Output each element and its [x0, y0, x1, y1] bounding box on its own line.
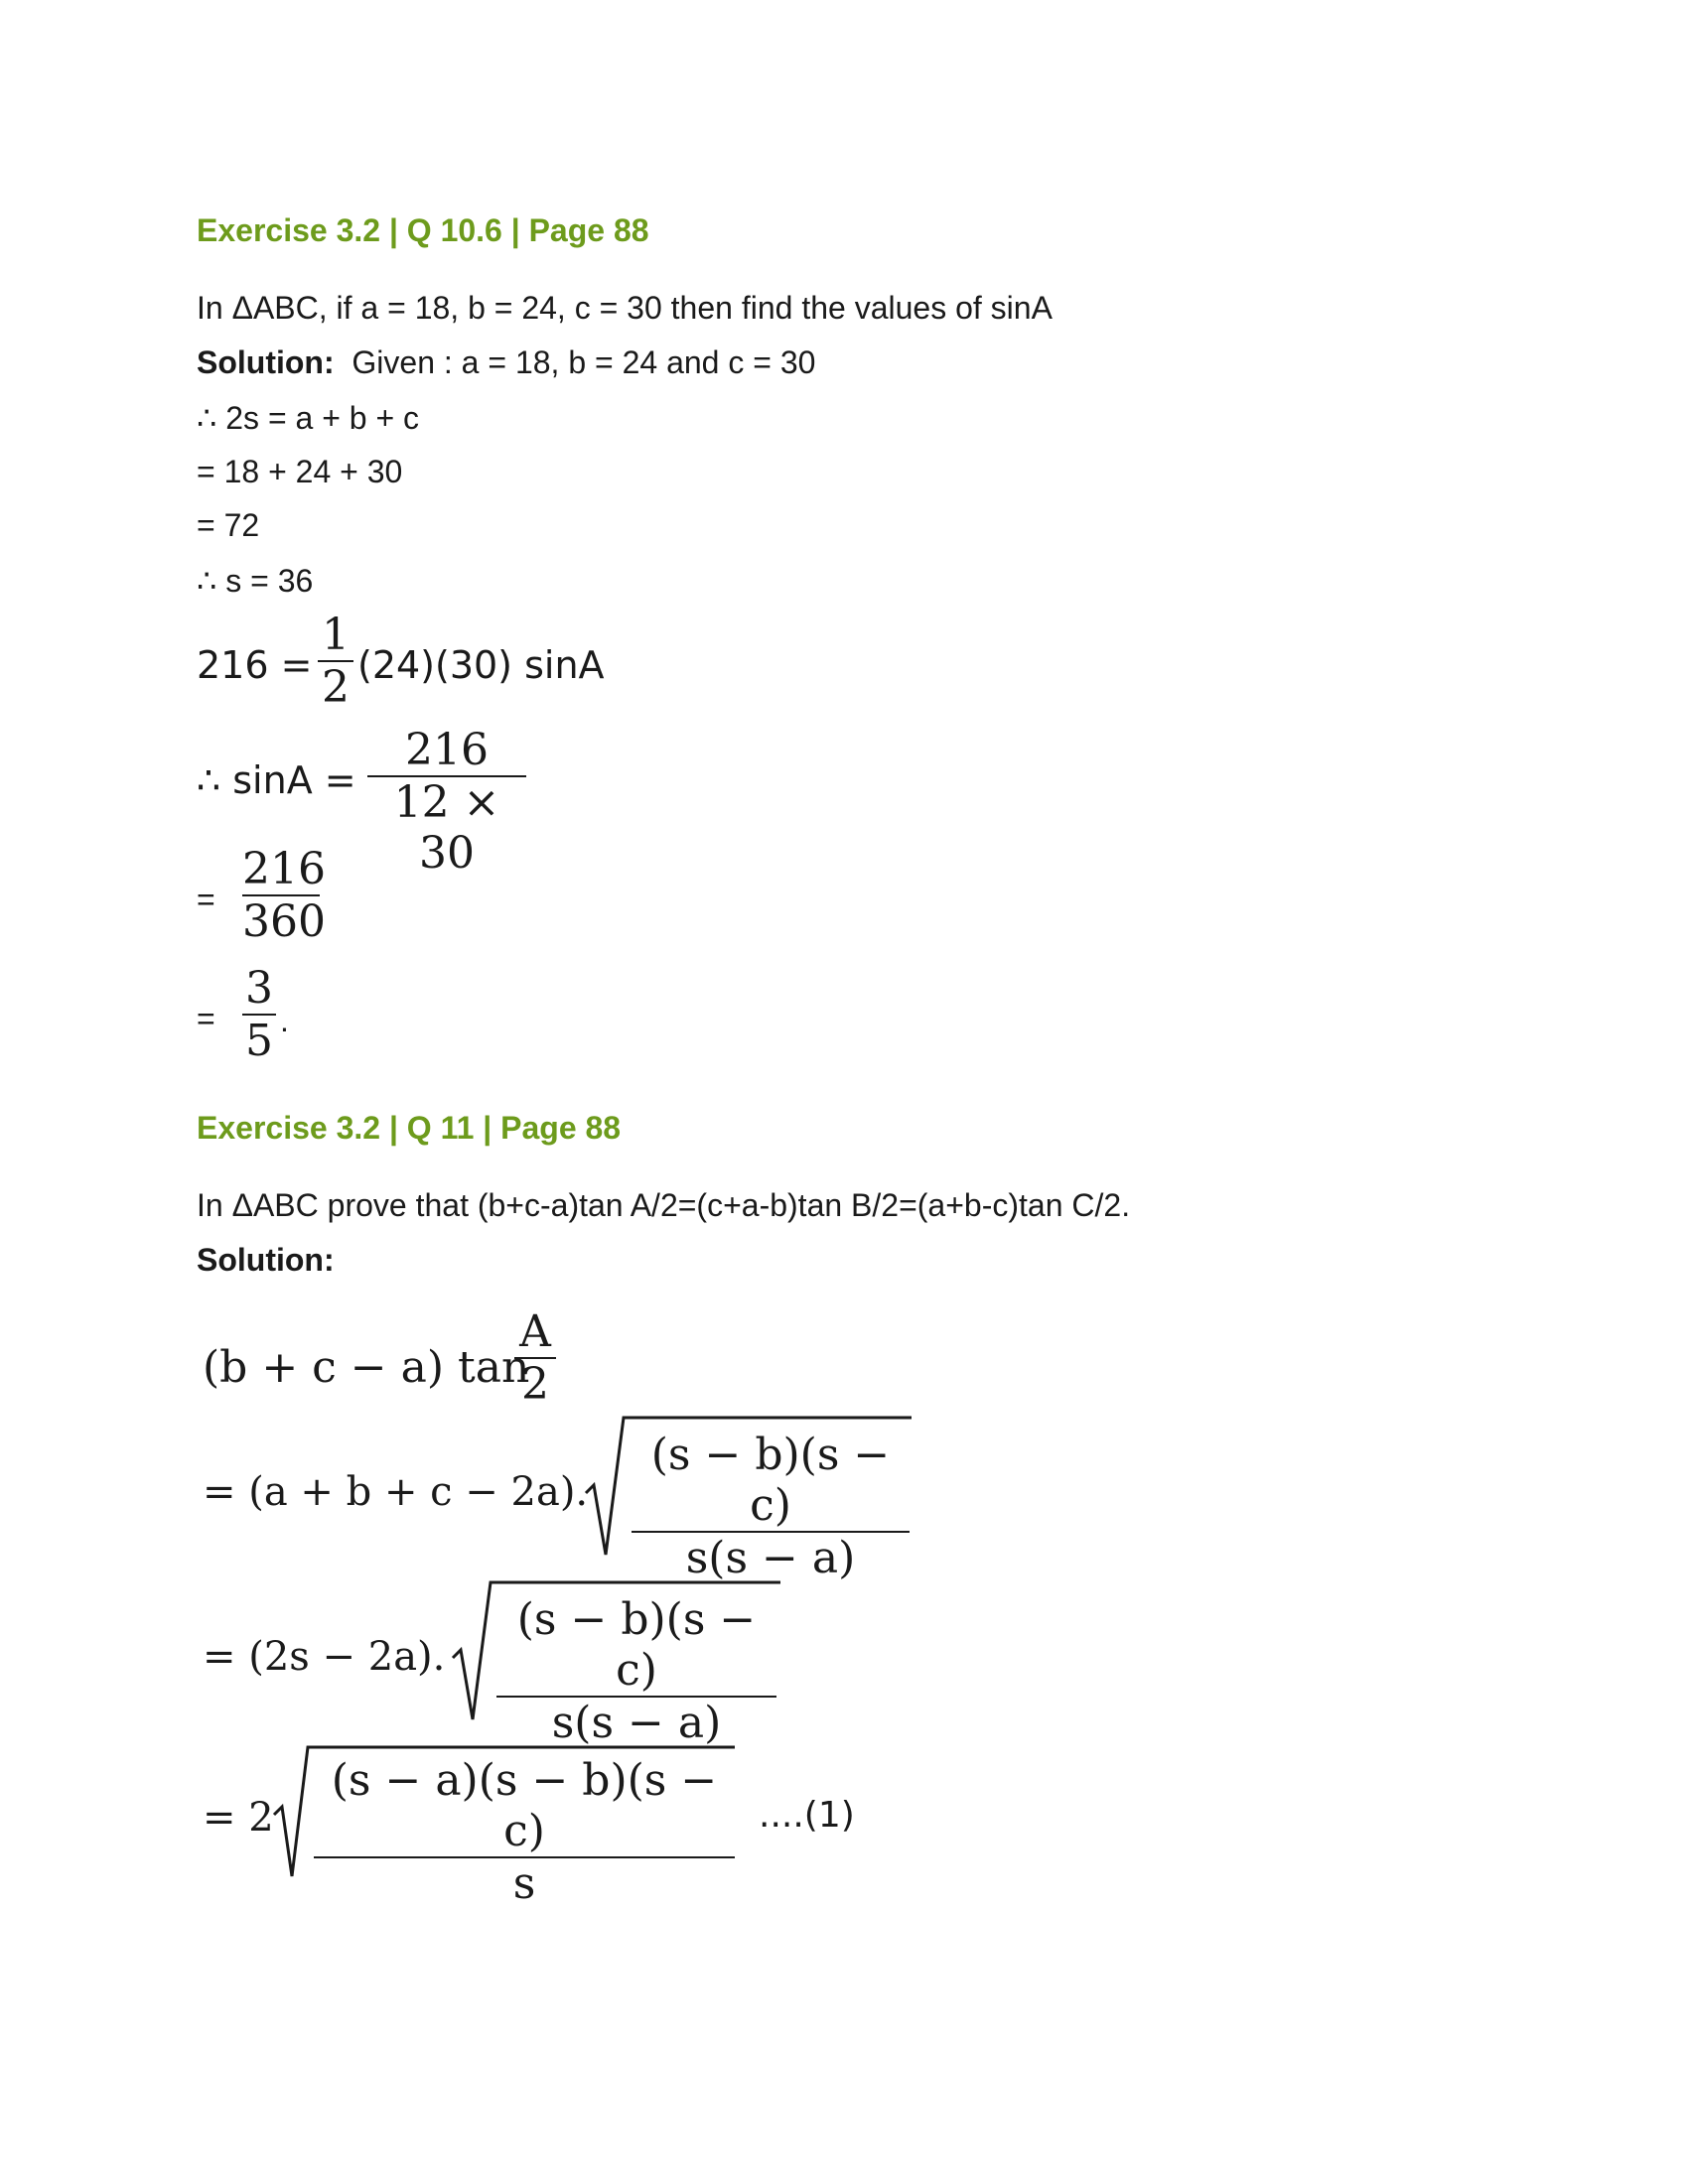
radicand-3-numerator: (s − b)(s − c)	[516, 1594, 757, 1696]
solution-line-q10-6	[197, 344, 815, 381]
sin-equation-lhs: ∴ sinA =	[197, 758, 356, 802]
area-fraction-numerator: 1	[322, 610, 350, 660]
step-line-1: ∴ 2s = a + b + c	[197, 400, 420, 436]
proof-line-2-lhs: = (a + b + c − 2a).	[203, 1469, 589, 1515]
radicand-2-denominator: s(s − a)	[685, 1533, 856, 1583]
exercise-heading-q10-6: Exercise 3.2 | Q 10.6 | Page 88	[197, 212, 649, 248]
equals-sign: =	[197, 882, 215, 917]
reduced-fraction-1-denominator: 360	[242, 896, 326, 947]
equation-reference-number: ....(1)	[759, 1795, 855, 1836]
solution-label: Solution:	[197, 1242, 335, 1278]
reduced-fraction-1-numerator: 216	[242, 844, 326, 894]
given-text: Given : a = 18, b = 24 and c = 30	[352, 344, 816, 380]
radicand-3-denominator: s(s − a)	[551, 1698, 722, 1748]
half-angle-numerator: A	[519, 1306, 551, 1357]
step-line-4: ∴ s = 36	[197, 563, 314, 599]
radicand-fraction-2	[632, 1430, 910, 1583]
proof-line-4-lhs: = 2	[203, 1795, 274, 1841]
question-text-q10-6: In ΔABC, if a = 18, b = 24, c = 30 then find the values of sinA	[197, 290, 1053, 326]
equals-sign: =	[197, 1001, 215, 1036]
radicand-4-numerator: (s − a)(s − b)(s − c)	[331, 1755, 718, 1856]
question-text-q11: In ΔABC prove that (b+c-a)tan A/2=(c+a-b)tan B/2=(a+b-c)tan C/2.	[197, 1187, 1131, 1223]
step-line-3: = 72	[197, 507, 260, 543]
final-fraction	[242, 963, 276, 1066]
reduced-fraction-1	[242, 844, 326, 947]
radicand-fraction-4	[314, 1755, 735, 1909]
sin-fraction-denominator: 12 × 30	[393, 777, 500, 879]
area-fraction	[318, 610, 353, 713]
proof-line-1-lhs: (b + c − a) tan	[203, 1342, 530, 1393]
final-period: .	[280, 1003, 289, 1038]
proof-line-3-lhs: = (2s − 2a).	[203, 1634, 446, 1680]
radicand-2-numerator: (s − b)(s − c)	[650, 1430, 891, 1531]
final-fraction-denominator: 5	[245, 1016, 273, 1066]
radicand-4-denominator: s	[512, 1858, 536, 1909]
area-equation-lhs: 216 =	[197, 643, 313, 687]
area-fraction-denominator: 2	[322, 662, 350, 713]
half-angle-denominator: 2	[521, 1359, 549, 1410]
radicand-fraction-3	[496, 1594, 776, 1748]
area-equation-rhs: (24)(30) sinA	[357, 643, 605, 687]
solution-label: Solution:	[197, 344, 335, 380]
half-angle-fraction	[514, 1306, 556, 1410]
exercise-heading-q11: Exercise 3.2 | Q 11 | Page 88	[197, 1110, 622, 1146]
final-fraction-numerator: 3	[245, 963, 273, 1014]
sin-fraction-numerator: 216	[405, 725, 489, 775]
sin-fraction	[367, 725, 526, 879]
step-line-2: = 18 + 24 + 30	[197, 454, 403, 489]
